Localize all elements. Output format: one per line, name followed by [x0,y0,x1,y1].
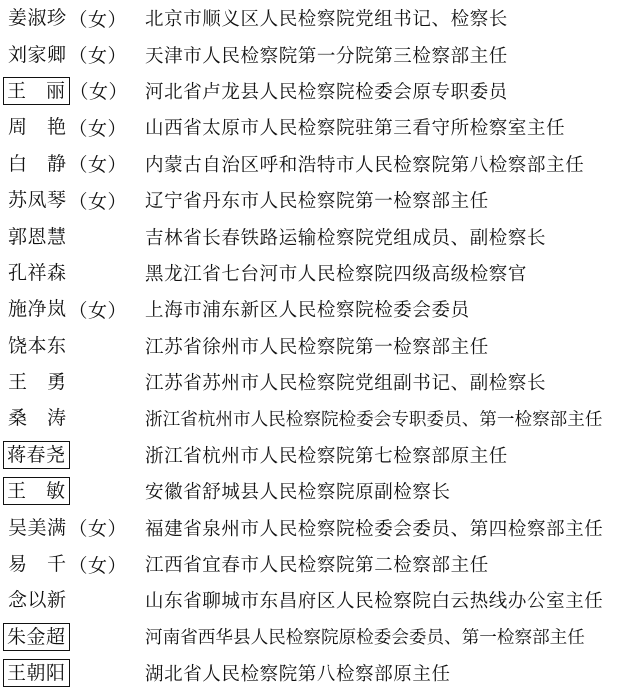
person-name: 郭恩慧 [8,225,67,248]
position-title: 河北省卢龙县人民检察院检委会原专职委员 [145,81,508,103]
list-item [0,619,640,655]
person-name-boxed: 王 丽 [3,77,70,105]
name-cell [6,291,127,327]
list-item [0,36,640,72]
person-name: 孔祥森 [8,261,67,284]
person-name: 桑 涛 [8,407,67,430]
gender-note: （女） [69,81,129,104]
person-name-boxed: 蒋春尧 [3,441,70,469]
position-title: 湖北省人民检察院第八检察部原主任 [145,664,451,686]
position-title: 江苏省苏州市人民检察院党组副书记、副检察长 [145,373,547,395]
position-title: 吉林省长春铁路运输检察院党组成员、副检察长 [145,227,547,249]
gender-note: （女） [68,117,128,140]
person-name: 王 勇 [8,371,67,394]
list-item [0,73,640,109]
person-name: 施净岚 [8,298,67,321]
list-item [0,182,640,218]
list-item [0,364,640,400]
name-cell [6,582,69,618]
name-cell [6,182,127,218]
gender-note: （女） [68,45,128,68]
list-item [0,509,640,545]
person-name-boxed: 王朝阳 [3,659,70,687]
name-cell [6,73,128,109]
person-name: 刘家卿 [8,43,67,66]
name-cell [6,218,69,254]
person-name: 饶本东 [8,334,67,357]
name-cell [6,0,127,36]
gender-note: （女） [68,8,128,31]
name-cell [6,473,70,509]
position-title: 河南省西华县人民检察院原检委会委员、第一检察部主任 [145,628,585,649]
list-item [0,291,640,327]
position-title: 黑龙江省七台河市人民检察院四级高级检察官 [145,263,528,285]
list-item [0,255,640,291]
name-cell [6,400,69,436]
gender-note: （女） [68,518,128,541]
position-title: 山东省聊城市东昌府区人民检察院白云热线办公室主任 [145,591,604,613]
person-name: 周 艳 [8,116,67,139]
gender-note: （女） [68,554,128,577]
person-name: 姜淑珍 [8,7,67,30]
position-title: 内蒙古自治区呼和浩特市人民检察院第八检察部主任 [145,154,585,176]
name-cell [6,328,69,364]
position-title: 辽宁省丹东市人民检察院第一检察部主任 [145,191,489,213]
list-item [0,109,640,145]
list-item [0,546,640,582]
gender-note: （女） [68,154,128,177]
list-item [0,146,640,182]
position-title: 江苏省徐州市人民检察院第一检察部主任 [145,336,489,358]
name-cell [6,146,127,182]
list-item [0,400,640,436]
list-item [0,328,640,364]
name-cell [6,437,70,473]
name-cell [6,619,70,655]
person-name: 吴美满 [8,516,67,539]
person-name: 念以新 [8,589,67,612]
name-cell [6,655,70,691]
name-cell [6,109,127,145]
position-title: 山西省太原市人民检察院驻第三看守所检察室主任 [145,118,566,140]
person-name-boxed: 朱金超 [3,623,70,651]
position-title: 安徽省舒城县人民检察院原副检察长 [145,482,451,504]
list-item [0,582,640,618]
list-item [0,437,640,473]
name-cell [6,36,127,72]
position-title: 江西省宜春市人民检察院第二检察部主任 [145,555,489,577]
name-cell [6,509,127,545]
gender-note: （女） [68,299,128,322]
list-item [0,0,640,36]
gender-note: （女） [68,190,128,213]
position-title: 上海市浦东新区人民检察院检委会委员 [145,300,470,322]
position-title: 福建省泉州市人民检察院检委会委员、第四检察部主任 [145,518,604,540]
person-name: 苏凤琴 [8,189,67,212]
position-title: 北京市顺义区人民检察院党组书记、检察长 [145,9,508,31]
position-title: 天津市人民检察院第一分院第三检察部主任 [145,45,508,67]
person-name-boxed: 王 敏 [3,477,70,505]
position-title: 浙江省杭州市人民检察院第七检察部原主任 [145,445,508,467]
person-name: 白 静 [8,152,67,175]
list-item [0,655,640,691]
list-item [0,473,640,509]
name-cell [6,364,69,400]
position-title: 浙江省杭州市人民检察院检委会专职委员、第一检察部主任 [145,409,603,430]
person-name: 易 千 [8,553,67,576]
name-cell [6,255,69,291]
name-cell [6,546,127,582]
list-item [0,218,640,254]
